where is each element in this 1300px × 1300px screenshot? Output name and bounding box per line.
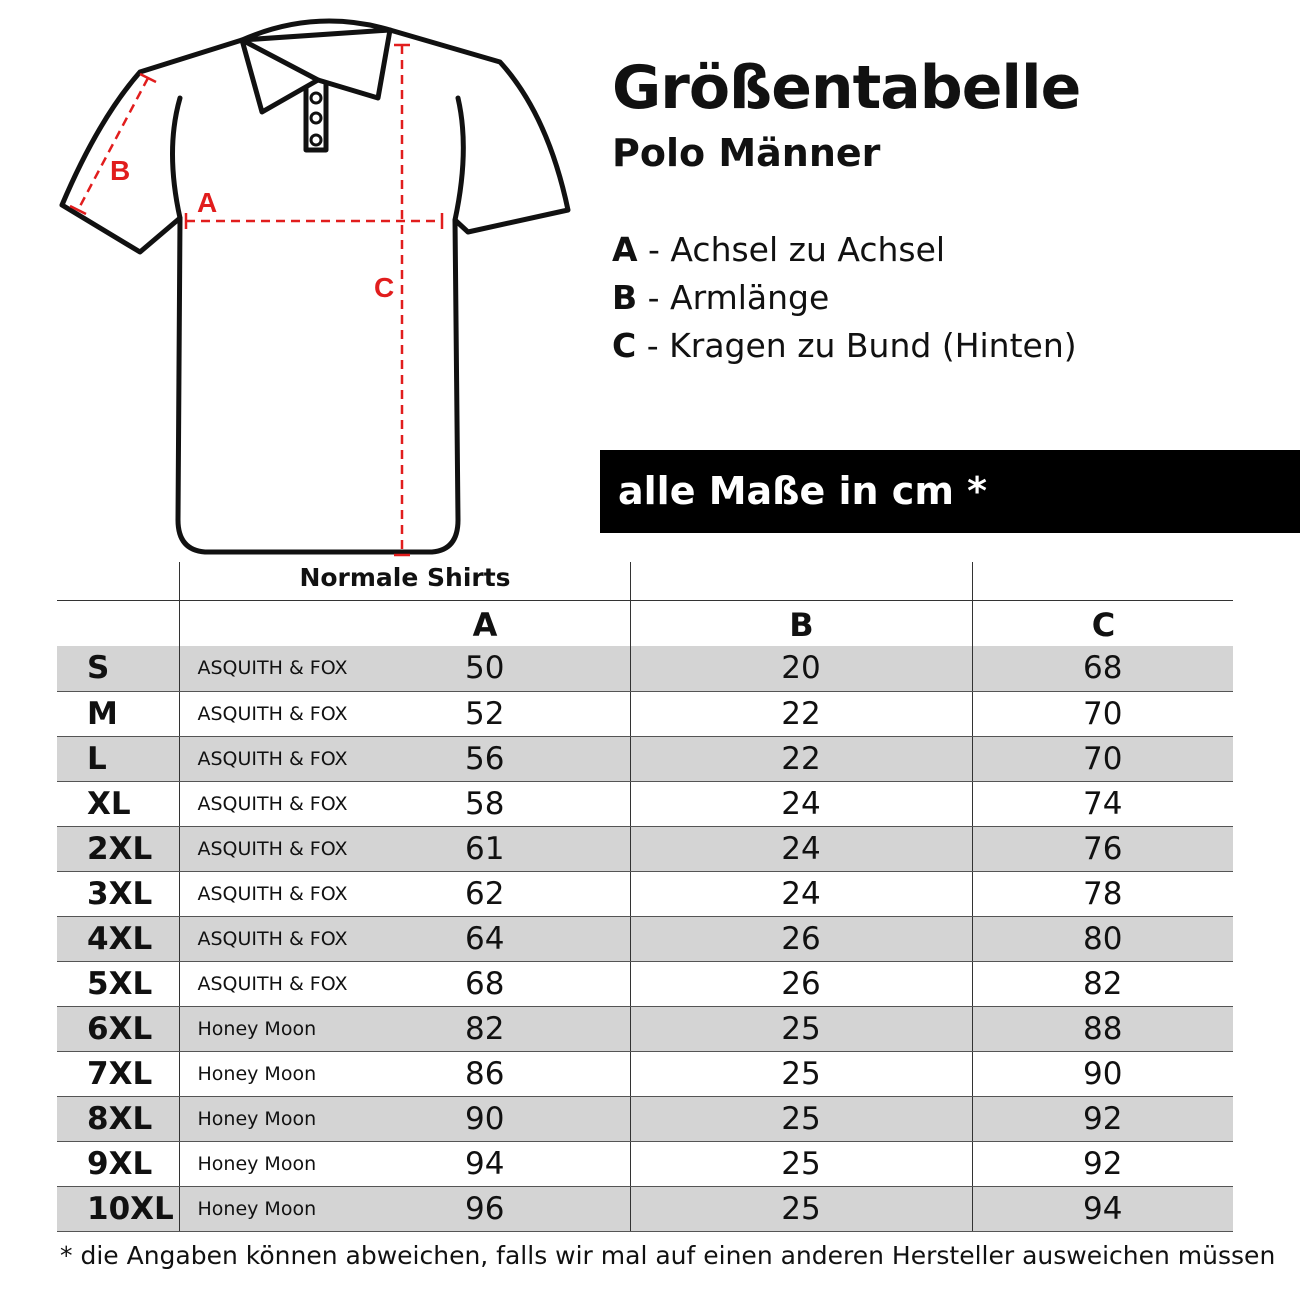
legend-key: B [612,278,638,317]
value-a-cell: 86 [359,1051,630,1096]
table-row [57,1051,1233,1096]
legend-item-b [612,274,1077,322]
value-b-cell: 24 [630,871,972,916]
value-a-cell: 90 [359,1096,630,1141]
size-cell: 4XL [57,916,179,961]
page-subtitle: Polo Männer [612,131,881,175]
table-row [57,1006,1233,1051]
legend-item-a [612,226,1077,274]
value-b-cell: 22 [630,736,972,781]
size-cell: S [57,646,179,691]
table-row [57,1096,1233,1141]
diagram-label-a: A [197,187,218,218]
brand-cell: ASQUITH & FOX [179,736,359,781]
value-c-cell: 78 [972,871,1233,916]
value-b-cell: 25 [630,1006,972,1051]
value-c-cell: 92 [972,1096,1233,1141]
value-b-cell: 24 [630,826,972,871]
brand-cell: Honey Moon [179,1141,359,1186]
polo-shirt-diagram [0,0,600,570]
legend-key: C [612,326,637,365]
brand-cell: Honey Moon [179,1096,359,1141]
legend-text: - Kragen zu Bund (Hinten) [636,326,1077,365]
size-cell: L [57,736,179,781]
value-c-cell: 82 [972,961,1233,1006]
value-a-cell: 56 [359,736,630,781]
value-a-cell: 64 [359,916,630,961]
table-row [57,826,1233,871]
brand-cell: ASQUITH & FOX [179,916,359,961]
value-b-cell: 20 [630,646,972,691]
legend-text: - Armlänge [637,278,830,317]
size-cell: 2XL [57,826,179,871]
column-header-a: A [472,606,498,644]
legend-item-c [612,322,1077,370]
value-c-cell: 94 [972,1186,1233,1231]
measurement-legend [612,226,1077,370]
value-c-cell: 70 [972,736,1233,781]
brand-cell: ASQUITH & FOX [179,961,359,1006]
table-row [57,1141,1233,1186]
size-cell: 10XL [57,1186,179,1231]
value-a-cell: 82 [359,1006,630,1051]
diagram-label-c: C [374,272,395,303]
brand-cell: ASQUITH & FOX [179,691,359,736]
size-cell: 3XL [57,871,179,916]
brand-cell: ASQUITH & FOX [179,646,359,691]
table-row [57,736,1233,781]
legend-text: - Achsel zu Achsel [637,230,946,269]
value-c-cell: 74 [972,781,1233,826]
size-cell: XL [57,781,179,826]
value-a-cell: 50 [359,646,630,691]
value-a-cell: 61 [359,826,630,871]
brand-cell: ASQUITH & FOX [179,826,359,871]
placket-buttons [311,93,321,145]
brand-cell: Honey Moon [179,1051,359,1096]
value-a-cell: 52 [359,691,630,736]
value-c-cell: 88 [972,1006,1233,1051]
table-row [57,646,1233,691]
size-cell: 5XL [57,961,179,1006]
value-c-cell: 92 [972,1141,1233,1186]
table-row [57,781,1233,826]
value-a-cell: 62 [359,871,630,916]
value-c-cell: 70 [972,691,1233,736]
brand-cell: ASQUITH & FOX [179,871,359,916]
units-banner: alle Maße in cm * [600,450,1300,533]
value-c-cell: 80 [972,916,1233,961]
value-b-cell: 26 [630,961,972,1006]
size-cell: 9XL [57,1141,179,1186]
size-cell: 7XL [57,1051,179,1096]
size-cell: 8XL [57,1096,179,1141]
value-c-cell: 90 [972,1051,1233,1096]
size-cell: 6XL [57,1006,179,1051]
value-b-cell: 25 [630,1051,972,1096]
page-title: Größentabelle [612,53,1081,123]
size-cell: M [57,691,179,736]
value-b-cell: 25 [630,1186,972,1231]
value-b-cell: 22 [630,691,972,736]
table-row [57,961,1233,1006]
brand-cell: Honey Moon [179,1006,359,1051]
table-row [57,1186,1233,1231]
value-b-cell: 25 [630,1141,972,1186]
table-group-title: Normale Shirts [299,563,511,592]
value-a-cell: 94 [359,1141,630,1186]
column-header-c: C [1091,606,1116,644]
diagram-label-b: B [110,155,131,186]
value-a-cell: 58 [359,781,630,826]
brand-cell: ASQUITH & FOX [179,781,359,826]
legend-key: A [612,230,638,269]
footnote: * die Angaben können abweichen, falls wir mal auf einen anderen Hersteller ausweichen müssen [60,1241,1276,1270]
value-c-cell: 68 [972,646,1233,691]
table-row [57,916,1233,961]
value-b-cell: 26 [630,916,972,961]
table-row [57,871,1233,916]
value-c-cell: 76 [972,826,1233,871]
size-table [57,646,1233,1232]
value-b-cell: 25 [630,1096,972,1141]
value-a-cell: 68 [359,961,630,1006]
value-a-cell: 96 [359,1186,630,1231]
column-header-b: B [789,606,814,644]
table-row [57,691,1233,736]
value-b-cell: 24 [630,781,972,826]
brand-cell: Honey Moon [179,1186,359,1231]
